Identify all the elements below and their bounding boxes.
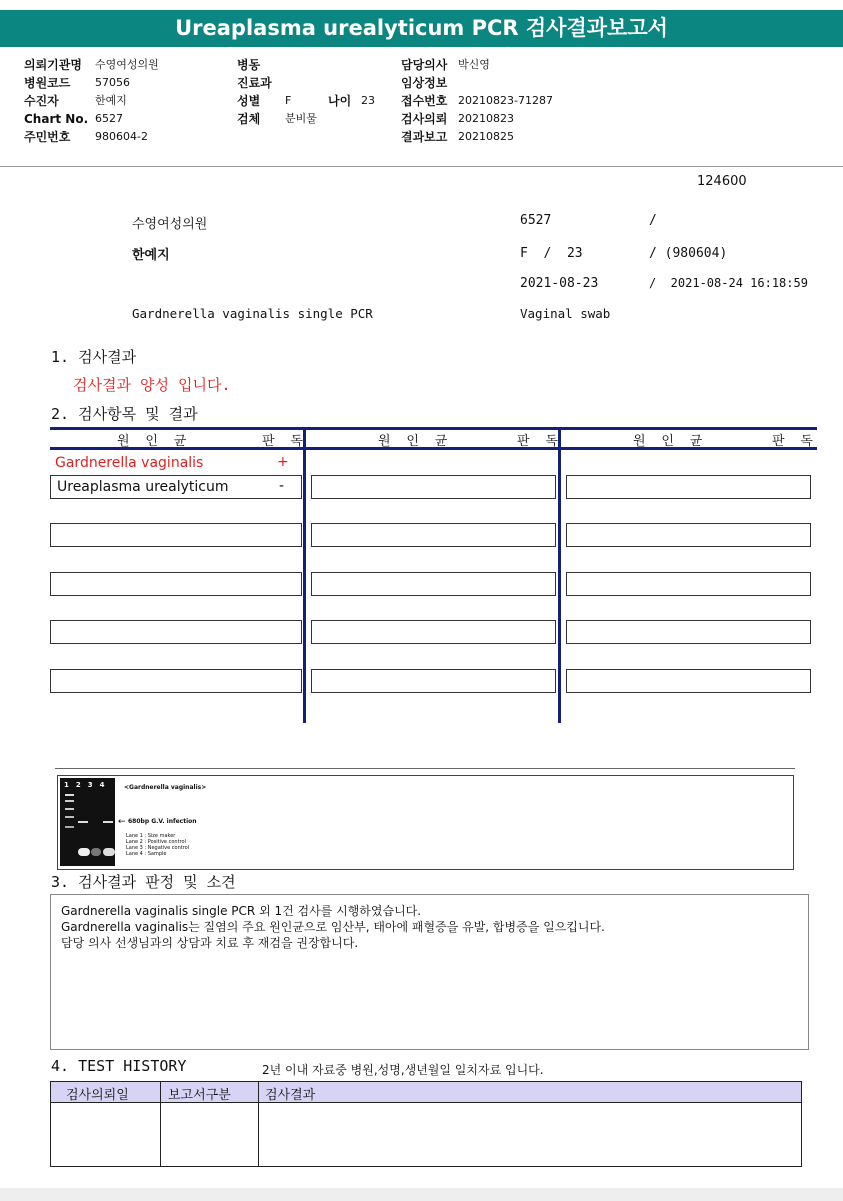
ladder-band [65,794,74,796]
lane-4-label: 4 [99,781,112,789]
specimen-value: 분비물 [285,112,317,125]
section1-result: 검사결과 양성 입니다. [73,376,231,394]
history-col-result: 검사결과 [265,1088,316,1103]
table-col-divider-1 [303,427,306,723]
report-date-value: 20210825 [458,130,514,143]
result-cell-1-6 [50,669,302,693]
lane-3-label: 3 [87,781,100,789]
age-label: 나이 [328,94,352,108]
request-date-value: 20210823 [458,112,514,125]
report-id: 124600 [697,174,747,189]
gel-top-rule [55,768,795,769]
history-col-request-date: 검사의뢰일 [66,1088,129,1103]
resident-no-value: 980604-2 [95,130,148,143]
gel-panel [57,775,794,870]
info-slash: / [649,213,657,228]
sex-label: 성별 [237,94,261,108]
primer-dimer [78,848,90,856]
result-name-2: Ureaplasma urealyticum [57,479,229,495]
sample-band [103,821,113,823]
col-header-judge-3: 판 독 [772,434,817,449]
gel-legend-item: Lane 3 : Negative control [126,845,190,851]
section2-title: 2. 검사항목 및 결과 [51,405,198,423]
result-cell-2-5 [311,620,556,644]
comment-line-2: Gardnerella vaginalis는 질염의 주요 원인균으로 임산부, 태아에 패혈증을 유발, 합병증을 일으킵니다. [61,920,605,934]
hospital-code-label: 병원코드 [24,76,71,90]
result-cell-3-4 [566,572,811,596]
patient-label: 수진자 [24,94,59,108]
result-judge-2: - [279,478,285,494]
col-header-name-2: 원 인 균 [378,434,452,449]
specimen-label: 검체 [237,112,261,126]
col-header-judge-2: 판 독 [517,434,562,449]
resident-no-label: 주민번호 [24,130,71,144]
header-col3 [401,56,553,146]
ward-label: 병동 [237,58,261,72]
department-label: 진료과 [237,76,272,90]
age-value: 23 [361,94,375,107]
result-cell-1-3 [50,523,302,547]
gel-legend-item: Lane 4 : Sample [126,851,167,857]
ladder-band [65,816,74,818]
result-cell-2-2 [311,475,556,499]
section4-title: 4. TEST HISTORY [51,1057,187,1075]
section4-note: 2년 이내 자료중 병원,성명,생년월일 일치자료 입니다. [262,1063,544,1077]
col-header-name-1: 원 인 균 [117,434,191,449]
gel-band-arrow: ← [118,817,126,827]
result-cell-3-5 [566,620,811,644]
info-test-name: Gardnerella vaginalis single PCR [132,306,373,321]
header-col1 [24,56,159,146]
history-header-row [50,1081,802,1103]
gel-legend [126,833,189,857]
chart-no-value: 6527 [95,112,123,125]
info-chart: 6527 [520,213,552,228]
positive-control-band [78,821,88,823]
page-footer [0,1188,843,1201]
header-divider [0,166,843,167]
info-patient: 한예지 [132,248,170,263]
history-col-report-type: 보고서구분 [168,1088,231,1103]
table-col-divider-2 [558,427,561,723]
primer-dimer [91,848,101,856]
result-cell-2-4 [311,572,556,596]
result-cell-1-5 [50,620,302,644]
receipt-no-label: 접수번호 [401,94,448,108]
result-cell-3-2 [566,475,811,499]
primer-dimer [103,848,115,856]
col-header-name-3: 원 인 균 [633,434,707,449]
gel-legend-item: Lane 1 : Size maker [126,833,176,839]
col-header-judge-1: 판 독 [262,434,307,449]
report-title: Ureaplasma urealyticum PCR 검사결과보고서 [0,10,843,47]
result-judge-1: + [277,454,289,470]
gel-title: <Gardnerella vaginalis> [124,784,207,791]
report-date-label: 결과보고 [401,130,448,144]
section1-title: 1. 검사결과 [51,348,137,366]
info-birth: / (980604) [649,246,728,261]
hospital-name-label: 의뢰기관명 [24,58,82,72]
hospital-name-value: 수영여성의원 [95,58,159,71]
ladder-band [65,826,74,828]
ladder-band [65,800,74,802]
result-cell-1-4 [50,572,302,596]
history-body [50,1102,802,1167]
request-date-label: 검사의뢰 [401,112,448,126]
header-col2 [237,56,375,128]
comment-box [50,894,809,1050]
clinical-info-label: 임상정보 [401,76,448,90]
info-report-datetime: / 2021-08-24 16:18:59 [649,276,808,290]
comment-line-3: 담당 의사 선생님과의 상담과 치료 후 재검을 권장합니다. [61,936,359,950]
info-hospital: 수영여성의원 [132,217,208,232]
ladder-band [65,808,74,810]
lane-1-label: 1 [64,781,76,789]
section3-title: 3. 검사결과 판정 및 소견 [51,873,236,891]
info-receipt-date: 2021-08-23 [520,276,599,291]
lane-2-label: 2 [75,781,88,789]
result-cell-2-6 [311,669,556,693]
gel-band-label: 680bp G.V. infection [128,818,197,825]
receipt-no-value: 20210823-71287 [458,94,553,107]
result-name-1: Gardnerella vaginalis [55,455,204,471]
doctor-label: 담당의사 [401,58,448,72]
gel-lane-labels [64,781,114,789]
info-specimen: Vaginal swab [520,306,611,321]
result-cell-3-6 [566,669,811,693]
gel-image [60,778,115,866]
chart-no-label: Chart No. [24,112,89,126]
hospital-code-value: 57056 [95,76,130,89]
sex-value: F [285,94,292,107]
result-cell-2-3 [311,523,556,547]
info-sex-age: F / 23 [520,246,583,261]
gel-legend-item: Lane 2 : Positive control [126,839,186,845]
patient-value: 한예지 [95,94,127,107]
result-cell-3-3 [566,523,811,547]
comment-line-1: Gardnerella vaginalis single PCR 외 1건 검사를 시행하였습니다. [61,904,422,918]
doctor-value: 박신영 [458,58,490,71]
